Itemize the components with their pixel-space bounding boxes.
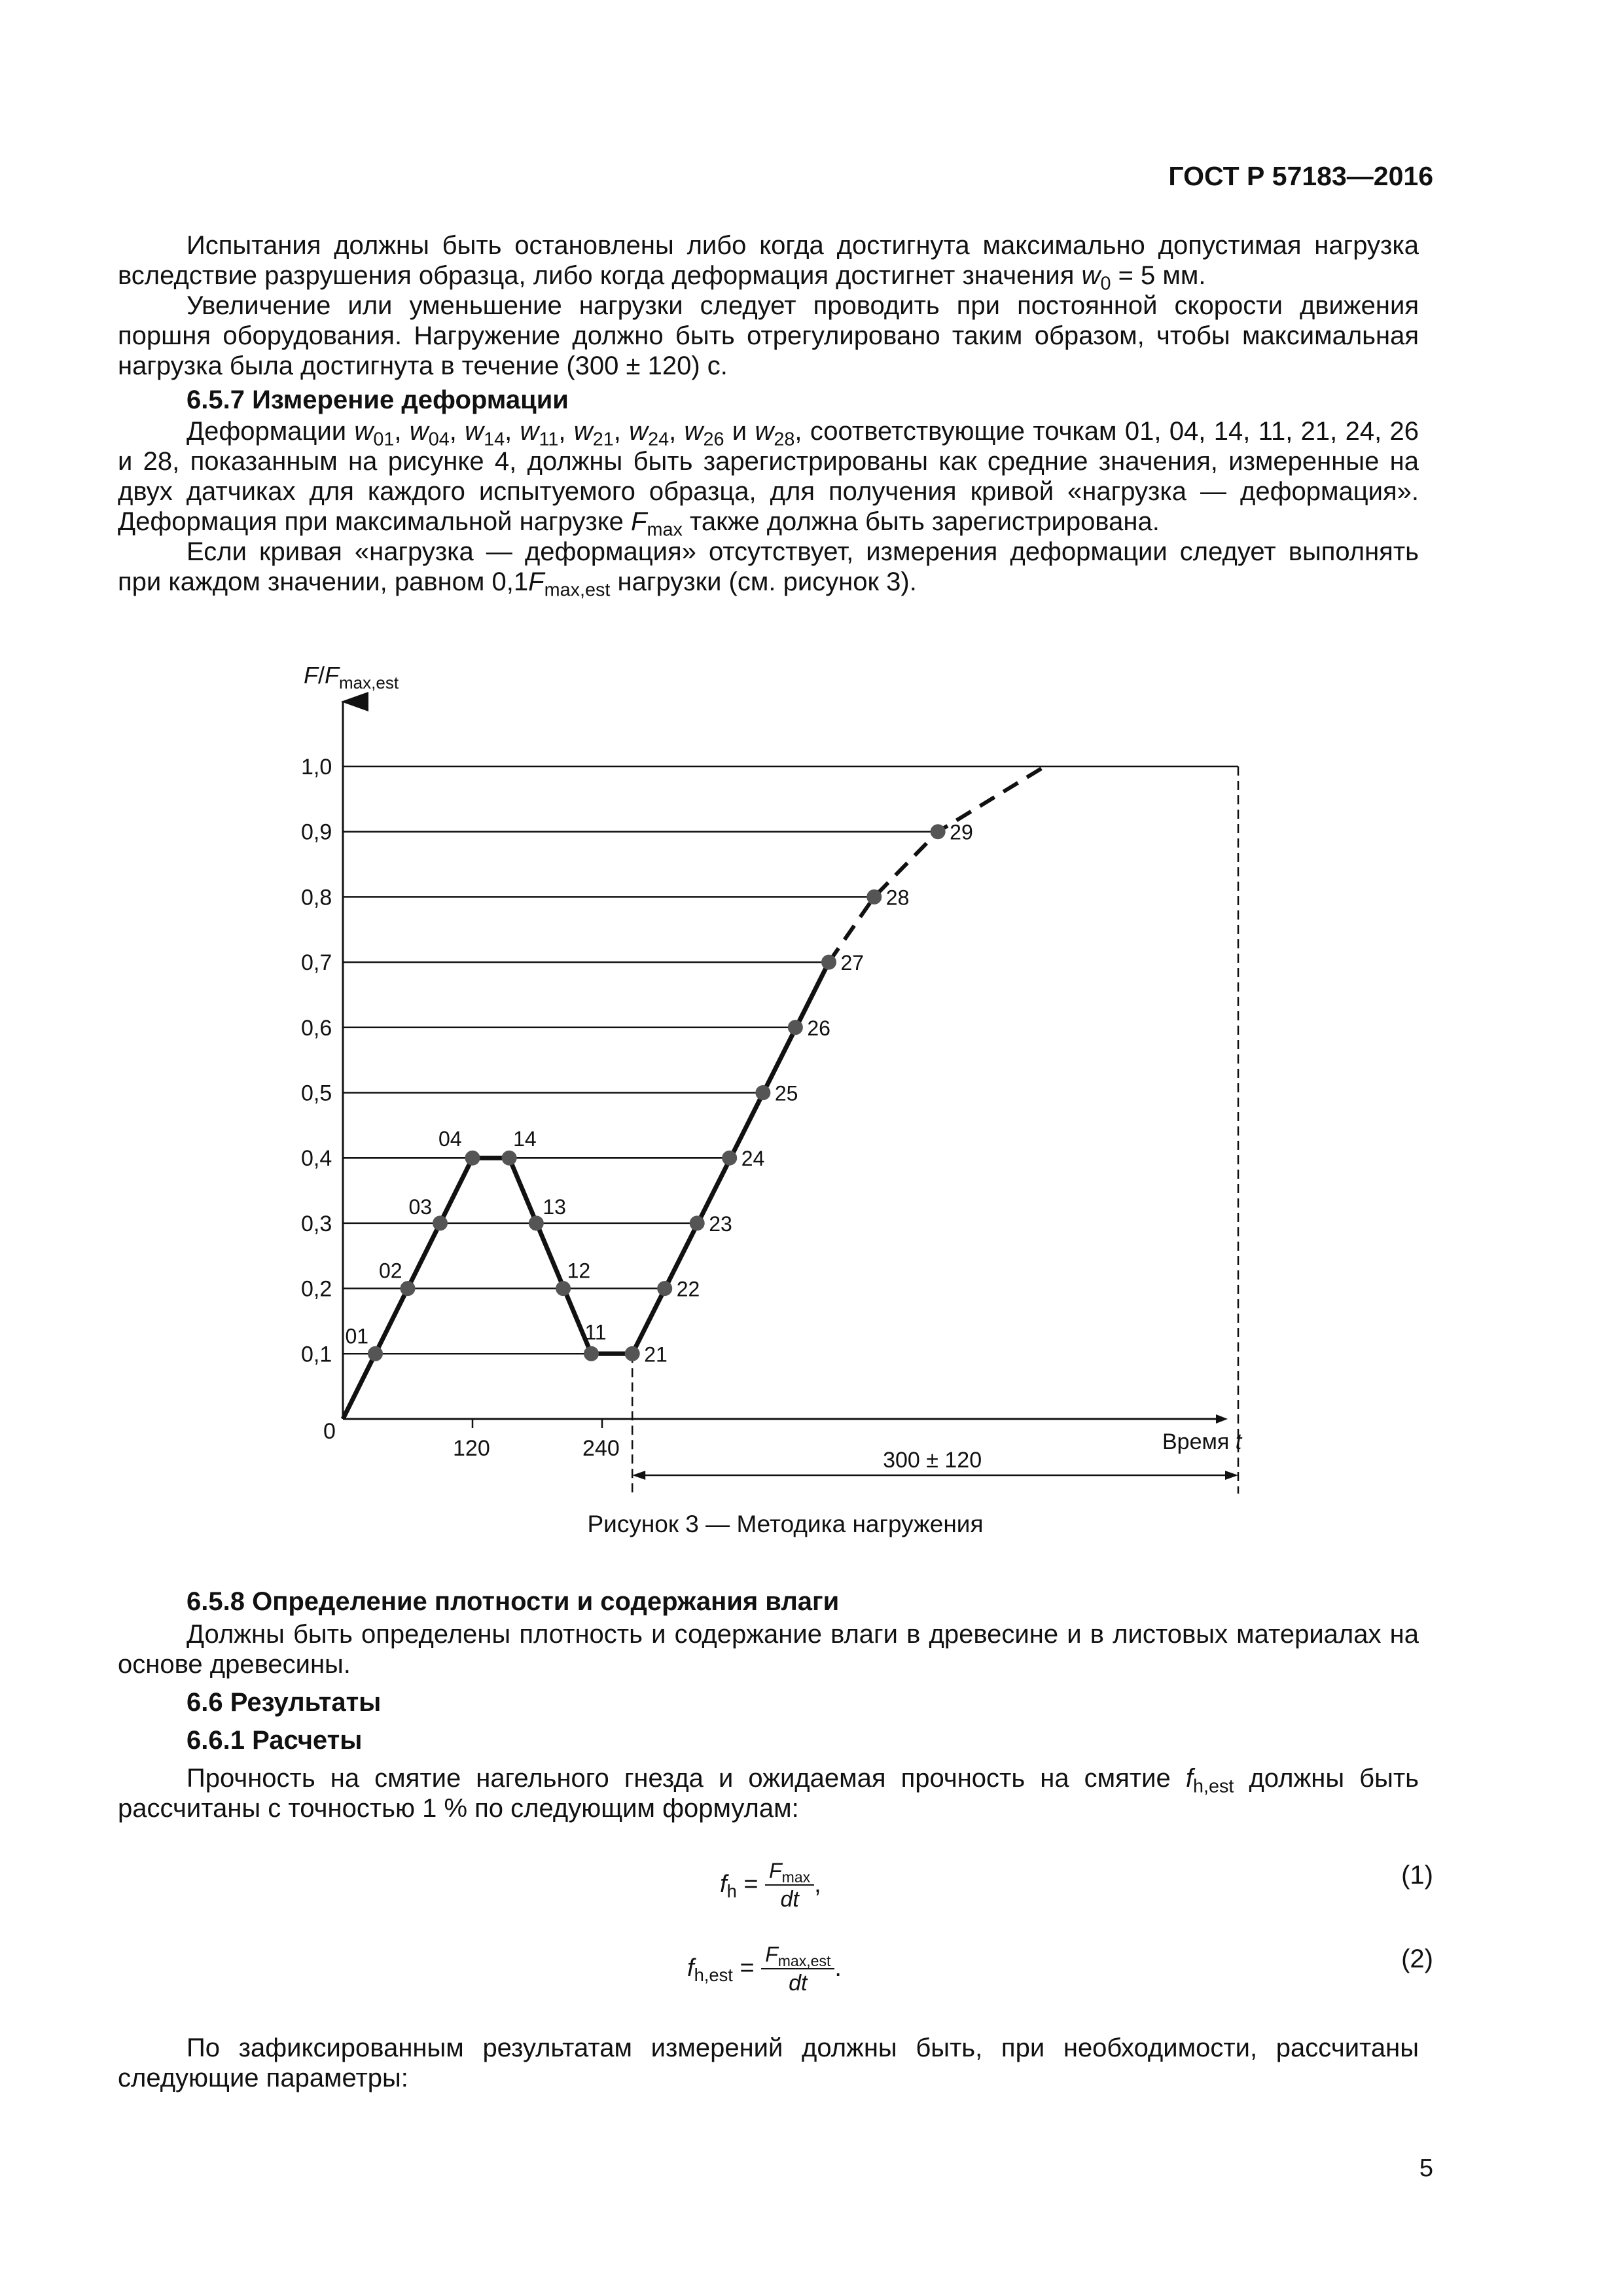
- y-tick-label: 0,8: [301, 885, 332, 910]
- formula-lhs: f: [720, 1871, 727, 1899]
- sep: ,: [449, 417, 465, 446]
- paragraph-calculation: [118, 1763, 1419, 1823]
- point-label-24: 24: [741, 1147, 765, 1171]
- y-tick-label: 0,1: [301, 1342, 332, 1367]
- sub: 01: [373, 429, 395, 450]
- sub: 21: [592, 429, 614, 450]
- den: dt: [789, 1971, 808, 1996]
- equation-number-2: (2): [1401, 1945, 1433, 1973]
- y-axis-sep: /: [318, 662, 325, 689]
- text: должны быть рассчитаны с точностью 1 % по следующим формулам:: [118, 1764, 1419, 1823]
- sub: 04: [428, 429, 450, 450]
- sep: ,: [558, 417, 574, 446]
- num: F: [765, 1943, 778, 1966]
- num-sub: max,est: [777, 1952, 831, 1969]
- section-heading-6-6: 6.6 Результаты: [187, 1688, 382, 1717]
- point-03: [433, 1216, 448, 1230]
- point-23: [690, 1216, 704, 1230]
- var: F: [528, 567, 544, 596]
- load-curve-dashed: [829, 766, 1045, 962]
- x-axis-label: [1162, 1429, 1243, 1454]
- tail: .: [834, 1954, 842, 1982]
- point-label-27: 27: [840, 951, 865, 975]
- point-04: [465, 1151, 480, 1165]
- point-label-26: 26: [807, 1016, 830, 1040]
- document-header: ГОСТ Р 57183—2016: [1168, 161, 1433, 191]
- sep: ,: [394, 417, 410, 446]
- chart-labels: [301, 662, 1243, 1473]
- formula-1: [720, 1859, 821, 1912]
- point-label-14: 14: [513, 1127, 537, 1151]
- duration-label: 300 ± 120: [883, 1448, 982, 1473]
- formula-lhs: f: [687, 1954, 694, 1982]
- point-label-22: 22: [676, 1277, 700, 1301]
- point-label-01: 01: [345, 1324, 369, 1348]
- page-number: 5: [1419, 2155, 1433, 2182]
- var: w: [629, 417, 649, 446]
- point-label-28: 28: [885, 886, 910, 910]
- point-14: [502, 1151, 516, 1165]
- text: , соответствующие точкам 01, 04, 14, 11, 21, 24, 26 и 28, показанным на рисунке 4, должны быть зарегистрированы как средние значения, измеренные на двух датчиках для каждого испытуемого образца, для получения кривой «нагрузка — деформация». Деформация при максимальной нагрузке: [118, 417, 1419, 536]
- point-label-11: 11: [584, 1320, 607, 1344]
- y-tick-label: 0,7: [301, 950, 332, 976]
- duration-arrow-left: [632, 1471, 645, 1480]
- sub: max: [647, 519, 683, 541]
- y-tick-label: 0,3: [301, 1211, 332, 1236]
- point-11: [584, 1346, 599, 1361]
- x-tick-label: 240: [582, 1436, 620, 1461]
- point-label-29: 29: [950, 820, 973, 844]
- var: w: [409, 417, 429, 446]
- y-tick-label: 0,5: [301, 1081, 332, 1106]
- formula-lhs-sub: h: [726, 1881, 737, 1902]
- text: Испытания должны быть остановлены либо когда достигнута максимально допустимая нагрузка вследствие разрушения образца, либо когда деформация достигнет значения: [118, 231, 1419, 290]
- point-label-13: 13: [543, 1194, 566, 1219]
- y-tick-label: 0,4: [301, 1146, 332, 1172]
- x-axis-text: Время: [1162, 1429, 1236, 1454]
- den: dt: [780, 1887, 799, 1912]
- sub: 0: [1100, 273, 1111, 295]
- fraction: [765, 1859, 814, 1912]
- point-label-21: 21: [644, 1342, 668, 1367]
- formula-eq: =: [736, 1871, 766, 1899]
- tail: ,: [814, 1871, 821, 1899]
- equation-number-1: (1): [1401, 1861, 1433, 1890]
- point-26: [788, 1020, 802, 1035]
- y-tick-label: 0,6: [301, 1015, 332, 1041]
- x-axis-arrow: [1216, 1414, 1228, 1424]
- sub: h,est: [1192, 1776, 1234, 1797]
- point-28: [867, 889, 882, 904]
- point-label-04: 04: [438, 1127, 462, 1151]
- sep: и: [724, 417, 755, 446]
- x-axis-var: t: [1235, 1429, 1242, 1454]
- sub: 11: [539, 429, 559, 450]
- point-label-12: 12: [567, 1259, 591, 1283]
- y-axis-var: F: [304, 662, 318, 689]
- var: w: [465, 417, 484, 446]
- sep: ,: [613, 417, 630, 446]
- sep: ,: [505, 417, 520, 446]
- text: Деформации: [187, 417, 355, 446]
- formula-eq: =: [732, 1954, 762, 1982]
- duration-arrow-right: [1225, 1471, 1238, 1480]
- formula-2: [687, 1943, 842, 1996]
- var: w: [520, 417, 539, 446]
- sub: 28: [774, 429, 795, 450]
- y-axis-var2: F: [325, 662, 340, 689]
- paragraph-density: Должны быть определены плотность и содержание влаги в древесине и в листовых материалах на основе древесины.: [118, 1620, 1419, 1679]
- var: w: [1081, 261, 1101, 290]
- formula-lhs-sub: h,est: [694, 1965, 733, 1986]
- fraction: [761, 1943, 834, 1996]
- sub: 24: [648, 429, 669, 450]
- y-tick-label: 0,9: [301, 819, 332, 845]
- num-sub: max: [781, 1868, 811, 1886]
- point-27: [822, 955, 836, 969]
- point-label-25: 25: [774, 1081, 798, 1105]
- var: w: [755, 417, 774, 446]
- body-text-bottom: [118, 1587, 1419, 1823]
- section-heading-6-5-8: 6.5.8 Определение плотности и содержания влаги: [187, 1587, 840, 1616]
- section-heading-6-6-1: 6.6.1 Расчеты: [187, 1726, 363, 1755]
- point-02: [401, 1282, 415, 1296]
- origin-label: 0: [323, 1419, 336, 1444]
- body-text-end: [118, 2033, 1419, 2093]
- var: w: [684, 417, 704, 446]
- var: F: [631, 507, 647, 536]
- point-12: [556, 1282, 571, 1296]
- figure-caption: Рисунок 3 — Методика нагружения: [587, 1511, 984, 1537]
- text: также должна быть зарегистрирована.: [682, 507, 1160, 536]
- sub: 14: [484, 429, 505, 450]
- text: Если кривая «нагрузка — деформация» отсутствует, измерения деформации следует выполнять при каждом значении, равном 0,1: [118, 537, 1419, 596]
- var: w: [573, 417, 593, 446]
- point-25: [756, 1086, 770, 1100]
- num: F: [769, 1859, 782, 1882]
- text: Прочность на смятие нагельного гнезда и ожидаемая прочность на смятие: [187, 1764, 1186, 1793]
- paragraph-load-rate: Увеличение или уменьшение нагрузки следует проводить при постоянной скорости движения поршня оборудования. Нагружение должно быть отрегулировано таким образом, чтобы максимальная нагрузка была достигнута в течение (300 ± 120) с.: [118, 291, 1419, 380]
- point-21: [625, 1346, 639, 1361]
- text: нагрузки (см. рисунок 3).: [610, 567, 917, 596]
- point-22: [658, 1282, 672, 1296]
- section-heading-6-5-7: 6.5.7 Измерение деформации: [187, 386, 569, 414]
- point-29: [931, 825, 945, 839]
- point-01: [368, 1346, 383, 1361]
- point-label-02: 02: [379, 1259, 402, 1283]
- y-tick-label: 0,2: [301, 1276, 332, 1302]
- y-axis-label: [304, 662, 399, 692]
- point-24: [722, 1151, 737, 1165]
- y-tick-label: 1,0: [301, 755, 332, 780]
- x-tick-label: 120: [453, 1436, 490, 1461]
- point-13: [529, 1216, 543, 1230]
- var: w: [354, 417, 374, 446]
- var: f: [1185, 1764, 1193, 1793]
- point-label-23: 23: [709, 1211, 732, 1236]
- sep: ,: [669, 417, 685, 446]
- grid-lines: [343, 766, 1238, 1354]
- point-label-03: 03: [408, 1194, 433, 1219]
- text: = 5 мм.: [1111, 261, 1206, 290]
- sub: max,est: [544, 579, 611, 601]
- sub: 26: [703, 429, 724, 450]
- y-axis-sub: max,est: [339, 673, 399, 692]
- paragraph-parameters: По зафиксированным результатам измерений должны быть, при необходимости, рассчитаны следующие параметры:: [118, 2034, 1419, 2092]
